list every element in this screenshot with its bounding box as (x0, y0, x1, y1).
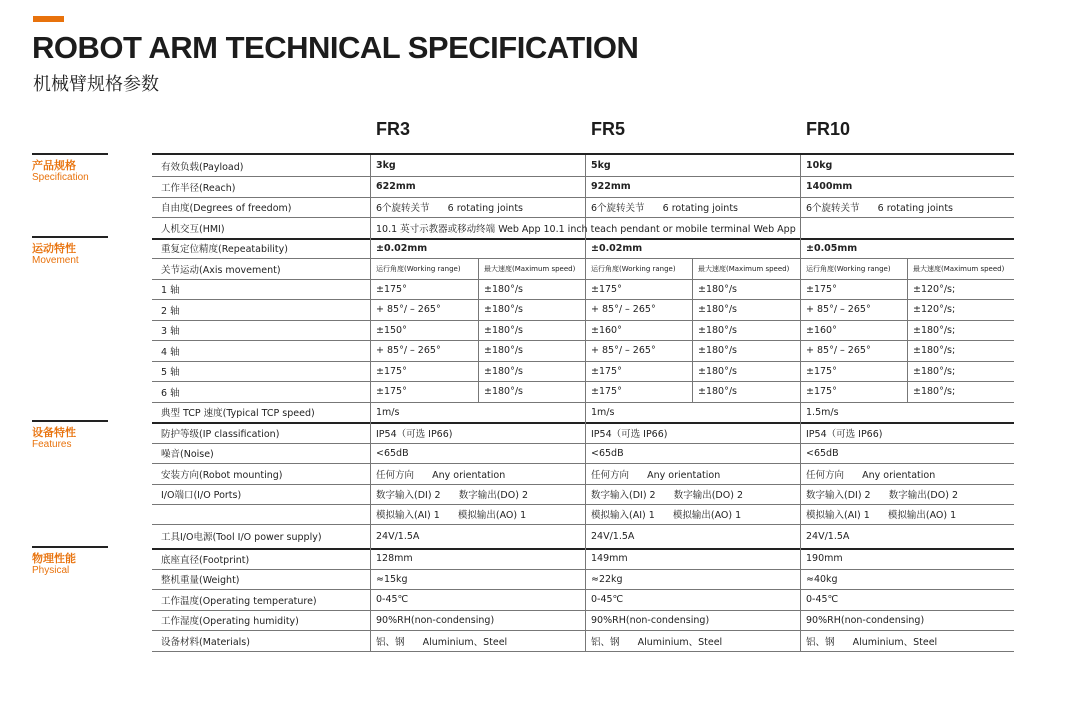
spec-value-fr10: 任何方向 Any orientation (806, 469, 936, 481)
column-divider (800, 155, 801, 177)
section-physical (32, 546, 108, 577)
max-speed-value: ±180°/s (484, 386, 523, 397)
spec-value-fr3: 622mm (376, 181, 416, 192)
row-label: 3 轴 (161, 326, 180, 337)
table-row (152, 320, 1014, 341)
column-divider (585, 548, 586, 570)
column-divider (800, 279, 801, 300)
spec-value-fr10: ±0.05mm (806, 242, 858, 254)
spec-value-fr5: 149mm (591, 553, 628, 564)
column-divider (585, 630, 586, 652)
column-divider (800, 381, 801, 403)
model-header-fr10: FR10 (806, 119, 851, 139)
spec-value-fr5: ≈22kg (591, 573, 623, 585)
row-label: 工作温度(Operating temperature) (161, 595, 317, 607)
column-divider (585, 569, 586, 590)
column-divider (585, 524, 586, 549)
max-speed-value: ±180°/s (484, 304, 523, 315)
column-divider (585, 155, 586, 177)
column-divider (585, 504, 586, 525)
table-row (152, 589, 1014, 611)
column-divider (800, 361, 801, 382)
row-label: 5 轴 (161, 367, 180, 378)
column-divider (370, 524, 371, 549)
section-movement (32, 236, 108, 267)
max-speed-header: 最大速度(Maximum speed) (484, 264, 576, 273)
max-speed-value: ±120°/s; (913, 304, 956, 315)
table-row (152, 299, 1014, 321)
column-divider (800, 299, 801, 321)
working-range-value: ±175° (806, 283, 837, 295)
column-divider (800, 548, 801, 570)
column-divider (585, 589, 586, 611)
max-speed-value: ±180°/s (484, 345, 523, 356)
working-range-value: ±160° (591, 324, 622, 336)
table-row (152, 279, 1014, 300)
column-divider (585, 402, 586, 423)
column-divider (800, 197, 801, 218)
spec-value-fr10: 190mm (806, 553, 843, 564)
column-divider (585, 176, 586, 198)
working-range-value: + 85°/ – 265° (806, 345, 871, 356)
table-row (152, 258, 1014, 280)
table-row (152, 217, 1014, 240)
spec-value-fr3: 6个旋转关节 6 rotating joints (376, 203, 524, 214)
column-divider (370, 258, 371, 280)
table-row (152, 569, 1014, 590)
working-range-value: + 85°/ – 265° (376, 304, 441, 315)
table-row (152, 340, 1014, 362)
row-label: 典型 TCP 速度(Typical TCP speed) (161, 408, 315, 419)
column-divider (585, 299, 586, 321)
column-divider (800, 589, 801, 611)
column-divider (800, 176, 801, 198)
column-divider (585, 381, 586, 403)
row-value-wide: 10.1 英寸示教器或移动终端 Web App 10.1 inch teach pendant or mobile terminal Web App (376, 223, 796, 235)
max-speed-header: 最大速度(Maximum speed) (698, 264, 790, 273)
subcolumn-divider (907, 258, 908, 280)
page-subtitle: 机械臂规格参数 (33, 74, 159, 95)
spec-value-fr3: 0-45℃ (376, 594, 409, 605)
spec-value-fr10: 铝、钢 Aluminium、Steel (806, 636, 938, 648)
column-divider (370, 443, 371, 464)
table-row (152, 504, 1014, 525)
table-row (152, 463, 1014, 485)
column-divider (370, 279, 371, 300)
column-divider (585, 422, 586, 444)
spec-value-fr5: 90%RH(non-condensing) (591, 614, 710, 626)
column-divider (800, 238, 801, 259)
spec-value-fr3: ±0.02mm (376, 242, 428, 254)
row-label: 6 轴 (161, 387, 180, 399)
column-divider (370, 176, 371, 198)
column-divider (370, 238, 371, 259)
spec-value-fr5: IP54（可选 IP66) (591, 428, 668, 440)
section-rule (32, 236, 108, 238)
row-label: 工作湿度(Operating humidity) (161, 616, 299, 627)
page-title: ROBOT ARM TECHNICAL SPECIFICATION (32, 30, 639, 65)
subcolumn-divider (907, 279, 908, 300)
spec-value-fr5: 任何方向 Any orientation (591, 469, 721, 481)
table-row (152, 197, 1014, 218)
spec-value-fr5: 24V/1.5A (591, 530, 635, 542)
working-range-value: ±150° (376, 324, 407, 336)
table-row (152, 381, 1014, 403)
row-label: 整机重量(Weight) (161, 575, 240, 586)
row-label: 2 轴 (161, 305, 180, 317)
spec-value-fr3: 128mm (376, 553, 413, 564)
spec-value-fr3: 90%RH(non-condensing) (376, 614, 495, 626)
column-divider (370, 422, 371, 444)
subcolumn-divider (907, 320, 908, 341)
column-divider (585, 610, 586, 631)
max-speed-value: ±180°/s; (913, 386, 956, 397)
row-label: 关节运动(Axis movement) (161, 264, 281, 276)
column-divider (370, 463, 371, 485)
working-range-value: + 85°/ – 265° (376, 345, 441, 356)
subcolumn-divider (907, 340, 908, 362)
section-title-cn: 物理性能 (32, 552, 76, 565)
max-speed-value: ±180°/s; (913, 365, 956, 377)
max-speed-value: ±180°/s (484, 365, 523, 377)
section-title-en: Physical (32, 565, 70, 576)
spec-value-fr5: 5kg (591, 160, 611, 171)
spec-value-fr10: <65dB (806, 447, 839, 459)
column-divider (585, 361, 586, 382)
table-row (152, 484, 1014, 505)
table-row (152, 422, 1014, 444)
table-row (152, 238, 1014, 259)
spec-value-fr10: 数字输入(DI) 2 数字输出(DO) 2 (806, 490, 958, 501)
column-divider (585, 443, 586, 464)
row-label: 底座直径(Footprint) (161, 554, 250, 566)
column-divider (800, 569, 801, 590)
column-divider (370, 320, 371, 341)
column-divider (370, 217, 371, 239)
column-divider (800, 402, 801, 423)
column-divider (370, 569, 371, 590)
section-features (32, 420, 108, 451)
spec-value-fr3: 3kg (376, 160, 396, 171)
column-divider (370, 610, 371, 631)
section-title-en: Movement (32, 255, 79, 266)
spec-value-fr3: 24V/1.5A (376, 530, 420, 542)
table-row (152, 176, 1014, 198)
column-divider (800, 217, 801, 239)
column-divider (585, 320, 586, 341)
column-divider (800, 320, 801, 341)
subcolumn-divider (907, 361, 908, 382)
row-label: 设备材料(Materials) (161, 636, 250, 648)
working-range-value: + 85°/ – 265° (806, 304, 871, 315)
spec-value-fr3: 1m/s (376, 406, 400, 418)
row-label: 工具I/O电源(Tool I/O power supply) (161, 532, 322, 543)
subcolumn-divider (907, 381, 908, 403)
row-label: 1 轴 (161, 285, 180, 296)
spec-value-fr10: 模拟输入(AI) 1 模拟输出(AO) 1 (806, 510, 957, 521)
model-header-fr5: FR5 (591, 119, 626, 139)
working-range-value: ±160° (806, 324, 837, 336)
column-divider (800, 258, 801, 280)
working-range-header: 运行角度(Working range) (376, 264, 461, 273)
section-rule (32, 153, 108, 155)
working-range-value: ±175° (806, 365, 837, 377)
working-range-header: 运行角度(Working range) (591, 264, 676, 273)
max-speed-value: ±180°/s (698, 345, 737, 356)
working-range-value: + 85°/ – 265° (591, 304, 656, 315)
column-divider (800, 443, 801, 464)
section-rule (32, 420, 108, 422)
column-divider (800, 463, 801, 485)
spec-value-fr5: 1m/s (591, 406, 615, 418)
section-title-cn: 运动特性 (32, 242, 76, 255)
column-divider (585, 463, 586, 485)
title-accent-bar (33, 16, 64, 22)
column-divider (370, 197, 371, 218)
section-rule (32, 546, 108, 548)
spec-value-fr5: ±0.02mm (591, 242, 643, 254)
subcolumn-divider (692, 279, 693, 300)
working-range-value: ±175° (376, 283, 407, 295)
column-divider (370, 155, 371, 177)
spec-value-fr5: <65dB (591, 447, 624, 459)
subcolumn-divider (478, 299, 479, 321)
column-divider (370, 484, 371, 505)
spec-value-fr10: 1400mm (806, 181, 853, 192)
table-row (152, 443, 1014, 464)
spec-value-fr5: 模拟输入(AI) 1 模拟输出(AO) 1 (591, 510, 742, 521)
spec-value-fr5: 数字输入(DI) 2 数字输出(DO) 2 (591, 490, 743, 501)
max-speed-value: ±180°/s (698, 304, 737, 315)
column-divider (800, 610, 801, 631)
column-divider (585, 340, 586, 362)
max-speed-value: ±180°/s; (913, 345, 956, 356)
column-divider (800, 504, 801, 525)
column-divider (370, 381, 371, 403)
max-speed-value: ±180°/s (698, 365, 737, 377)
max-speed-value: ±180°/s (698, 324, 737, 336)
spec-value-fr10: ≈40kg (806, 573, 838, 585)
max-speed-header: 最大速度(Maximum speed) (913, 264, 1005, 273)
max-speed-value: ±120°/s; (913, 283, 956, 295)
subcolumn-divider (478, 258, 479, 280)
spec-value-fr10: 0-45℃ (806, 594, 839, 605)
working-range-value: ±175° (591, 386, 622, 397)
table-row (152, 402, 1014, 424)
subcolumn-divider (478, 279, 479, 300)
spec-value-fr10: 24V/1.5A (806, 530, 850, 542)
column-divider (800, 484, 801, 505)
spec-value-fr5: 铝、钢 Aluminium、Steel (591, 636, 723, 648)
column-divider (370, 299, 371, 321)
column-divider (585, 258, 586, 280)
table-row (152, 155, 1014, 177)
max-speed-value: ±180°/s (698, 386, 737, 397)
section-title-en: Features (32, 439, 72, 450)
working-range-value: ±175° (376, 386, 407, 397)
spec-value-fr10: 1.5m/s (806, 406, 839, 418)
working-range-header: 运行角度(Working range) (806, 264, 891, 273)
spec-value-fr3: 数字输入(DI) 2 数字输出(DO) 2 (376, 490, 528, 501)
row-label: 工作半径(Reach) (161, 182, 236, 194)
row-label: 重复定位精度(Repeatability) (161, 244, 288, 255)
spec-value-fr5: 0-45℃ (591, 594, 624, 605)
spec-value-fr10: 10kg (806, 160, 833, 171)
max-speed-value: ±180°/s (484, 324, 523, 336)
subcolumn-divider (692, 320, 693, 341)
row-label: 人机交互(HMI) (161, 223, 225, 235)
section-specification (32, 153, 108, 184)
column-divider (800, 524, 801, 549)
row-label: 噪音(Noise) (161, 449, 214, 460)
column-divider (585, 484, 586, 505)
row-label: 安装方向(Robot mounting) (161, 469, 283, 481)
column-divider (370, 361, 371, 382)
column-divider (370, 589, 371, 611)
column-divider (370, 340, 371, 362)
max-speed-value: ±180°/s; (913, 324, 956, 336)
column-divider (585, 197, 586, 218)
subcolumn-divider (692, 381, 693, 403)
subcolumn-divider (478, 340, 479, 362)
spec-value-fr10: 90%RH(non-condensing) (806, 614, 925, 626)
row-label: 4 轴 (161, 346, 180, 358)
column-divider (370, 504, 371, 525)
working-range-value: + 85°/ – 265° (591, 345, 656, 356)
row-label: 自由度(Degrees of freedom) (161, 203, 292, 214)
column-divider (585, 279, 586, 300)
working-range-value: ±175° (806, 386, 837, 397)
table-row (152, 548, 1014, 570)
row-label: I/O端口(I/O Ports) (161, 490, 242, 501)
spec-value-fr3: 任何方向 Any orientation (376, 469, 506, 481)
spec-value-fr10: IP54（可选 IP66) (806, 428, 883, 440)
spec-value-fr3: 铝、钢 Aluminium、Steel (376, 636, 508, 648)
working-range-value: ±175° (591, 365, 622, 377)
model-header-fr3: FR3 (376, 119, 411, 139)
section-title-en: Specification (32, 172, 89, 183)
spec-value-fr10: 6个旋转关节 6 rotating joints (806, 203, 954, 214)
column-divider (585, 238, 586, 259)
max-speed-value: ±180°/s (484, 283, 523, 295)
table-row (152, 630, 1014, 652)
row-label: 有效负载(Payload) (161, 161, 244, 173)
subcolumn-divider (692, 258, 693, 280)
table-row (152, 524, 1014, 550)
subcolumn-divider (692, 299, 693, 321)
spec-value-fr3: <65dB (376, 447, 409, 459)
spec-value-fr3: ≈15kg (376, 573, 408, 585)
row-label: 防护等级(IP classification) (161, 428, 280, 440)
table-row (152, 610, 1014, 631)
column-divider (370, 630, 371, 652)
section-title-cn: 产品规格 (32, 159, 76, 172)
spec-value-fr5: 922mm (591, 181, 631, 192)
spec-value-fr5: 6个旋转关节 6 rotating joints (591, 203, 739, 214)
subcolumn-divider (478, 361, 479, 382)
subcolumn-divider (692, 361, 693, 382)
table-row (152, 361, 1014, 382)
subcolumn-divider (907, 299, 908, 321)
spec-value-fr3: 模拟输入(AI) 1 模拟输出(AO) 1 (376, 510, 527, 521)
column-divider (800, 422, 801, 444)
section-title-cn: 设备特性 (32, 426, 76, 439)
column-divider (800, 630, 801, 652)
subcolumn-divider (692, 340, 693, 362)
max-speed-value: ±180°/s (698, 283, 737, 295)
column-divider (800, 340, 801, 362)
working-range-value: ±175° (591, 283, 622, 295)
subcolumn-divider (478, 381, 479, 403)
column-divider (370, 548, 371, 570)
spec-value-fr3: IP54（可选 IP66) (376, 428, 453, 440)
column-divider (370, 402, 371, 423)
subcolumn-divider (478, 320, 479, 341)
working-range-value: ±175° (376, 365, 407, 377)
